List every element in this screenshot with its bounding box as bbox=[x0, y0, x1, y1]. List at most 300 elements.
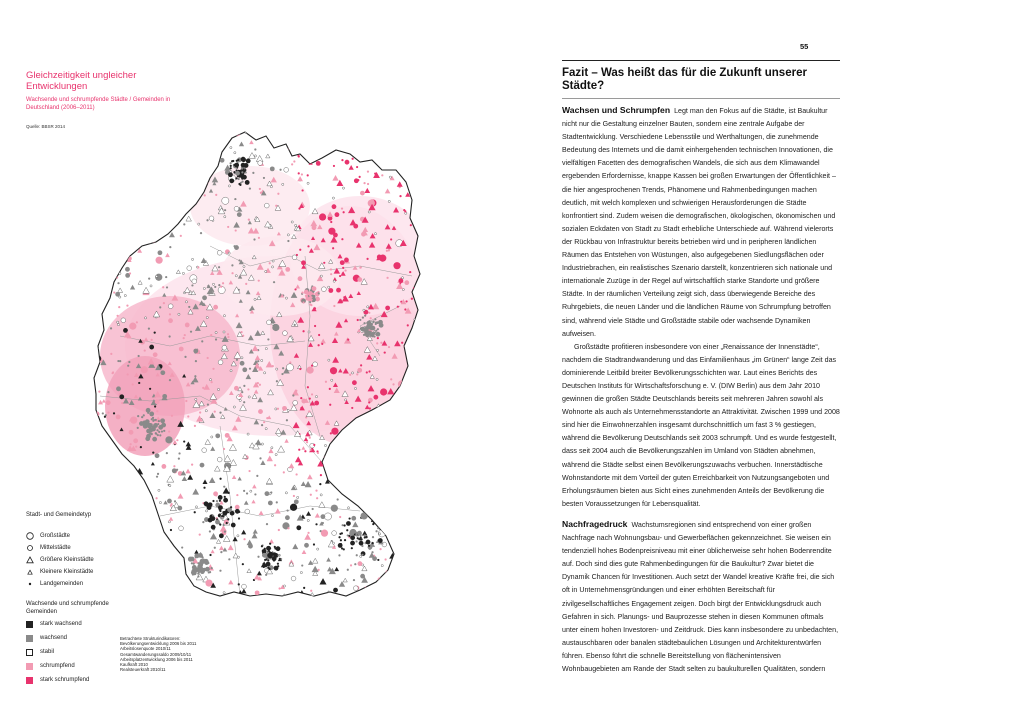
municipality-marker bbox=[235, 171, 240, 176]
municipality-marker bbox=[150, 430, 152, 432]
municipality-marker bbox=[217, 250, 222, 255]
municipality-marker bbox=[399, 396, 401, 398]
municipality-marker bbox=[264, 372, 266, 374]
municipality-marker bbox=[191, 258, 193, 260]
municipality-marker bbox=[150, 204, 155, 209]
municipality-marker bbox=[368, 211, 370, 213]
municipality-marker bbox=[158, 250, 163, 255]
municipality-marker bbox=[416, 374, 423, 381]
municipality-marker bbox=[378, 533, 380, 535]
municipality-marker bbox=[381, 174, 383, 176]
municipality-marker bbox=[215, 433, 220, 438]
municipality-marker bbox=[105, 274, 111, 279]
municipality-marker bbox=[131, 569, 136, 574]
municipality-marker bbox=[161, 423, 166, 428]
municipality-marker bbox=[185, 400, 187, 402]
municipality-marker bbox=[119, 202, 121, 204]
municipality-marker bbox=[129, 513, 131, 515]
municipality-marker bbox=[272, 260, 274, 262]
municipality-marker bbox=[307, 532, 309, 534]
municipality-marker bbox=[279, 558, 281, 560]
municipality-marker bbox=[277, 408, 279, 410]
municipality-marker bbox=[294, 224, 296, 226]
municipality-marker bbox=[347, 339, 349, 341]
municipality-marker bbox=[129, 323, 136, 330]
municipality-marker bbox=[222, 345, 227, 350]
municipality-marker bbox=[130, 443, 132, 445]
municipality-marker bbox=[331, 428, 338, 435]
municipality-marker bbox=[305, 295, 307, 297]
municipality-marker bbox=[238, 583, 240, 585]
municipality-marker bbox=[118, 306, 120, 308]
municipality-marker bbox=[94, 292, 100, 298]
municipality-marker bbox=[313, 444, 315, 446]
municipality-marker bbox=[135, 519, 137, 521]
municipality-marker bbox=[357, 488, 362, 493]
municipality-marker bbox=[110, 236, 117, 242]
indicator-line: Arbeitsplatzentwicklung 2006 bis 2011 bbox=[120, 656, 193, 662]
municipality-marker bbox=[139, 528, 141, 530]
legend-type-label: Kleinere Kleinstädte bbox=[40, 569, 94, 575]
municipality-marker bbox=[399, 500, 405, 505]
municipality-marker bbox=[236, 359, 238, 361]
municipality-marker bbox=[354, 387, 356, 389]
municipality-marker bbox=[271, 132, 273, 134]
municipality-marker bbox=[191, 464, 193, 466]
municipality-marker bbox=[219, 570, 221, 572]
municipality-marker bbox=[199, 534, 201, 536]
municipality-marker bbox=[343, 296, 345, 298]
municipality-marker bbox=[294, 324, 296, 326]
municipality-marker bbox=[275, 508, 281, 513]
municipality-marker bbox=[401, 342, 403, 344]
municipality-marker bbox=[104, 444, 111, 451]
municipality-marker bbox=[210, 516, 215, 521]
legend-trend-label: stark schrumpfend bbox=[40, 677, 90, 683]
municipality-marker bbox=[197, 562, 199, 564]
municipality-marker bbox=[314, 139, 316, 141]
municipality-marker bbox=[102, 461, 106, 465]
municipality-marker bbox=[105, 458, 112, 465]
municipality-marker bbox=[288, 145, 293, 150]
municipality-marker bbox=[144, 512, 151, 518]
municipality-marker bbox=[347, 507, 349, 509]
municipality-marker bbox=[169, 313, 171, 315]
municipality-marker bbox=[182, 272, 184, 274]
municipality-marker bbox=[398, 401, 404, 406]
municipality-marker bbox=[266, 478, 272, 483]
municipality-marker bbox=[359, 176, 361, 178]
municipality-marker bbox=[389, 156, 391, 158]
municipality-marker bbox=[227, 333, 229, 335]
municipality-marker bbox=[282, 406, 287, 411]
municipality-marker bbox=[223, 331, 225, 333]
municipality-marker bbox=[399, 158, 401, 160]
municipality-marker bbox=[187, 266, 192, 271]
municipality-marker bbox=[166, 452, 168, 454]
municipality-marker bbox=[120, 217, 125, 222]
municipality-marker bbox=[194, 375, 196, 377]
municipality-marker bbox=[223, 536, 230, 542]
municipality-marker bbox=[415, 163, 417, 165]
municipality-marker bbox=[325, 381, 327, 383]
municipality-marker bbox=[338, 543, 343, 548]
municipality-marker bbox=[364, 312, 366, 314]
municipality-marker bbox=[128, 491, 133, 496]
municipality-marker bbox=[223, 592, 225, 594]
municipality-marker bbox=[203, 487, 205, 489]
municipality-marker bbox=[191, 284, 193, 286]
municipality-marker bbox=[172, 468, 177, 473]
municipality-marker bbox=[375, 530, 377, 532]
municipality-marker bbox=[369, 548, 371, 550]
municipality-marker bbox=[254, 148, 256, 150]
municipality-marker bbox=[162, 560, 167, 565]
municipality-marker bbox=[127, 365, 129, 367]
municipality-marker bbox=[165, 436, 172, 443]
municipality-marker bbox=[352, 380, 357, 385]
municipality-marker bbox=[318, 292, 320, 294]
municipality-marker bbox=[203, 479, 208, 484]
municipality-marker bbox=[215, 142, 221, 147]
municipality-marker bbox=[362, 468, 364, 470]
municipality-marker bbox=[285, 492, 287, 494]
municipality-marker bbox=[173, 465, 175, 467]
municipality-marker bbox=[252, 172, 254, 174]
municipality-marker bbox=[161, 205, 168, 212]
municipality-marker bbox=[254, 155, 256, 157]
municipality-marker bbox=[361, 327, 366, 332]
municipality-marker bbox=[299, 368, 301, 370]
municipality-marker bbox=[254, 298, 256, 300]
municipality-marker bbox=[349, 517, 351, 519]
municipality-marker bbox=[308, 560, 313, 565]
municipality-marker bbox=[137, 185, 139, 187]
municipality-marker bbox=[364, 188, 370, 193]
municipality-marker bbox=[411, 465, 415, 469]
municipality-marker bbox=[307, 245, 309, 247]
municipality-marker bbox=[276, 368, 278, 370]
municipality-marker bbox=[248, 218, 250, 220]
municipality-marker bbox=[411, 298, 413, 300]
municipality-marker bbox=[222, 197, 229, 204]
municipality-marker bbox=[186, 160, 191, 165]
municipality-marker bbox=[125, 249, 127, 251]
municipality-marker bbox=[351, 547, 353, 549]
municipality-marker bbox=[344, 524, 346, 526]
municipality-marker bbox=[357, 460, 359, 462]
municipality-marker bbox=[285, 267, 290, 272]
municipality-marker bbox=[128, 253, 130, 255]
municipality-marker bbox=[192, 489, 199, 495]
municipality-marker bbox=[261, 359, 263, 361]
municipality-marker bbox=[278, 554, 280, 556]
municipality-marker bbox=[155, 497, 157, 499]
municipality-marker bbox=[270, 166, 275, 171]
municipality-marker bbox=[227, 336, 229, 338]
municipality-marker bbox=[241, 163, 246, 168]
municipality-marker bbox=[344, 269, 346, 271]
municipality-marker bbox=[358, 456, 363, 461]
municipality-marker bbox=[294, 288, 296, 290]
municipality-marker bbox=[227, 130, 232, 135]
municipality-marker bbox=[97, 348, 99, 350]
municipality-marker bbox=[373, 425, 379, 430]
municipality-marker bbox=[191, 562, 193, 564]
municipality-marker bbox=[116, 503, 122, 509]
municipality-marker bbox=[93, 224, 99, 230]
municipality-marker bbox=[346, 142, 348, 144]
municipality-marker bbox=[150, 145, 152, 147]
municipality-marker bbox=[138, 533, 140, 535]
municipality-marker bbox=[319, 483, 321, 485]
municipality-marker bbox=[169, 379, 171, 381]
municipality-marker bbox=[321, 343, 323, 345]
municipality-marker bbox=[138, 280, 142, 284]
municipality-marker bbox=[301, 292, 303, 294]
municipality-marker bbox=[134, 198, 140, 203]
municipality-marker bbox=[357, 537, 359, 539]
municipality-marker bbox=[357, 319, 359, 321]
municipality-marker bbox=[347, 569, 349, 571]
municipality-marker bbox=[289, 361, 291, 363]
municipality-marker bbox=[367, 183, 369, 185]
municipality-marker bbox=[370, 328, 372, 330]
municipality-marker bbox=[190, 197, 192, 199]
municipality-marker bbox=[209, 571, 211, 573]
legend-swatch bbox=[26, 649, 33, 656]
municipality-marker bbox=[165, 276, 167, 278]
municipality-marker bbox=[388, 346, 390, 348]
municipality-marker bbox=[129, 430, 134, 435]
municipality-marker bbox=[258, 131, 260, 133]
municipality-marker bbox=[136, 576, 138, 578]
municipality-marker bbox=[336, 468, 342, 473]
municipality-marker bbox=[374, 318, 376, 320]
municipality-marker bbox=[167, 219, 174, 226]
municipality-marker bbox=[275, 408, 277, 410]
municipality-marker bbox=[100, 550, 102, 552]
municipality-marker bbox=[276, 380, 278, 382]
legend-swatch bbox=[26, 677, 33, 684]
municipality-marker bbox=[383, 491, 389, 496]
municipality-marker bbox=[163, 204, 168, 209]
municipality-marker bbox=[179, 526, 184, 531]
municipality-marker bbox=[373, 332, 375, 334]
municipality-marker bbox=[262, 553, 267, 558]
municipality-marker bbox=[135, 446, 137, 448]
municipality-marker bbox=[237, 535, 239, 537]
municipality-marker bbox=[149, 388, 151, 390]
municipality-marker bbox=[100, 327, 102, 329]
municipality-marker bbox=[402, 457, 404, 459]
municipality-marker bbox=[123, 191, 128, 196]
municipality-marker bbox=[148, 278, 150, 280]
municipality-marker bbox=[144, 237, 146, 239]
municipality-marker bbox=[363, 482, 369, 487]
municipality-marker bbox=[205, 133, 209, 137]
municipality-marker bbox=[234, 206, 239, 211]
municipality-marker bbox=[388, 200, 390, 202]
municipality-marker bbox=[107, 150, 114, 156]
municipality-marker bbox=[223, 315, 225, 317]
municipality-marker bbox=[365, 536, 367, 538]
municipality-marker bbox=[149, 345, 154, 350]
municipality-marker bbox=[390, 489, 395, 494]
municipality-marker bbox=[283, 471, 285, 473]
municipality-marker bbox=[406, 449, 408, 451]
municipality-marker bbox=[304, 437, 308, 441]
municipality-marker bbox=[231, 523, 236, 528]
municipality-marker bbox=[409, 582, 411, 584]
municipality-marker bbox=[117, 315, 119, 317]
municipality-marker bbox=[158, 489, 160, 491]
municipality-marker bbox=[401, 277, 403, 279]
municipality-marker bbox=[257, 556, 259, 558]
municipality-marker bbox=[114, 166, 116, 168]
municipality-marker bbox=[171, 415, 173, 417]
municipality-marker bbox=[414, 407, 419, 412]
municipality-marker bbox=[149, 541, 154, 546]
large-circle-icon bbox=[26, 532, 38, 540]
municipality-marker bbox=[234, 386, 239, 391]
municipality-marker bbox=[393, 262, 400, 269]
legend-type-heading: Stadt- und Gemeindetyp bbox=[26, 512, 92, 518]
municipality-marker bbox=[198, 223, 200, 225]
municipality-marker bbox=[165, 253, 170, 257]
municipality-marker bbox=[213, 305, 218, 310]
municipality-marker bbox=[376, 349, 378, 351]
municipality-marker bbox=[175, 555, 179, 559]
municipality-marker bbox=[128, 361, 130, 363]
municipality-marker bbox=[241, 181, 243, 183]
municipality-marker bbox=[334, 567, 339, 571]
municipality-marker bbox=[230, 147, 232, 149]
municipality-marker bbox=[146, 527, 151, 532]
municipality-marker bbox=[141, 366, 148, 373]
municipality-marker bbox=[167, 499, 172, 504]
municipality-marker bbox=[267, 567, 269, 569]
municipality-marker bbox=[92, 507, 98, 512]
municipality-marker bbox=[394, 507, 396, 509]
municipality-marker bbox=[194, 550, 198, 554]
municipality-marker bbox=[156, 410, 158, 412]
legend-trend-label: schrumpfend bbox=[40, 663, 75, 669]
municipality-marker bbox=[278, 529, 280, 531]
municipality-marker bbox=[345, 160, 350, 165]
municipality-marker bbox=[386, 522, 388, 524]
municipality-marker bbox=[343, 211, 345, 213]
municipality-marker bbox=[101, 592, 106, 597]
municipality-marker bbox=[234, 198, 236, 200]
municipality-marker bbox=[372, 542, 374, 544]
municipality-marker bbox=[404, 280, 409, 285]
indicator-line: Realsteuerkraft 2010/11 bbox=[120, 667, 166, 673]
municipality-marker bbox=[228, 185, 230, 187]
municipality-marker bbox=[301, 260, 306, 265]
municipality-marker bbox=[380, 342, 382, 344]
municipality-marker bbox=[343, 578, 347, 582]
municipality-marker bbox=[99, 321, 101, 323]
municipality-marker bbox=[185, 323, 190, 328]
legend-trend-item bbox=[26, 675, 89, 685]
municipality-marker bbox=[214, 547, 216, 549]
municipality-marker bbox=[384, 351, 386, 353]
municipality-marker bbox=[413, 391, 415, 393]
municipality-marker bbox=[329, 404, 331, 406]
municipality-marker bbox=[291, 163, 293, 165]
municipality-marker bbox=[276, 501, 278, 503]
municipality-marker bbox=[169, 246, 171, 248]
municipality-marker bbox=[292, 394, 294, 396]
municipality-marker bbox=[406, 145, 413, 151]
municipality-marker bbox=[121, 318, 126, 323]
municipality-marker bbox=[404, 308, 406, 310]
municipality-marker bbox=[257, 571, 262, 576]
municipality-marker bbox=[353, 586, 358, 591]
municipality-marker bbox=[130, 147, 137, 154]
municipality-marker bbox=[118, 595, 120, 597]
municipality-marker bbox=[215, 494, 217, 496]
municipality-marker bbox=[285, 515, 290, 520]
indicator-line: Gesamtwanderungssaldo 2009/10/11 bbox=[120, 651, 192, 657]
municipality-marker bbox=[214, 411, 216, 413]
municipality-marker bbox=[228, 580, 233, 585]
title-rule bbox=[562, 98, 840, 99]
municipality-marker bbox=[156, 257, 163, 264]
municipality-marker bbox=[263, 566, 265, 568]
municipality-marker bbox=[149, 412, 154, 417]
municipality-marker bbox=[106, 438, 111, 443]
municipality-marker bbox=[414, 412, 416, 414]
legend-trend-item bbox=[26, 633, 67, 643]
municipality-marker bbox=[277, 565, 279, 567]
municipality-marker bbox=[143, 287, 150, 293]
municipality-marker bbox=[343, 456, 347, 460]
municipality-marker bbox=[138, 355, 140, 357]
municipality-marker bbox=[144, 317, 146, 319]
legend-type-label: Mittelstädte bbox=[40, 545, 71, 551]
municipality-marker bbox=[169, 335, 171, 337]
municipality-marker bbox=[164, 190, 166, 192]
municipality-marker bbox=[202, 387, 204, 389]
legend-type-item bbox=[26, 531, 70, 541]
legend-trend-item bbox=[26, 647, 54, 657]
municipality-marker bbox=[199, 565, 201, 567]
municipality-marker bbox=[155, 433, 157, 435]
municipality-marker bbox=[315, 490, 317, 492]
municipality-marker bbox=[111, 467, 113, 469]
municipality-marker bbox=[215, 520, 220, 525]
municipality-marker bbox=[117, 555, 119, 557]
legend-type-label: Größere Kleinstädte bbox=[40, 557, 94, 563]
municipality-marker bbox=[326, 146, 328, 148]
municipality-marker bbox=[200, 570, 202, 572]
municipality-marker bbox=[195, 555, 197, 557]
municipality-marker bbox=[109, 525, 114, 530]
legend-trend-label: stabil bbox=[40, 649, 55, 655]
municipality-marker bbox=[103, 224, 110, 231]
municipality-marker bbox=[405, 300, 407, 302]
municipality-marker bbox=[275, 454, 277, 456]
municipality-marker bbox=[264, 559, 266, 561]
municipality-marker bbox=[282, 183, 284, 185]
municipality-marker bbox=[329, 388, 331, 390]
municipality-marker bbox=[340, 539, 342, 541]
municipality-marker bbox=[140, 446, 142, 448]
municipality-marker bbox=[117, 564, 119, 566]
municipality-marker bbox=[161, 464, 166, 469]
